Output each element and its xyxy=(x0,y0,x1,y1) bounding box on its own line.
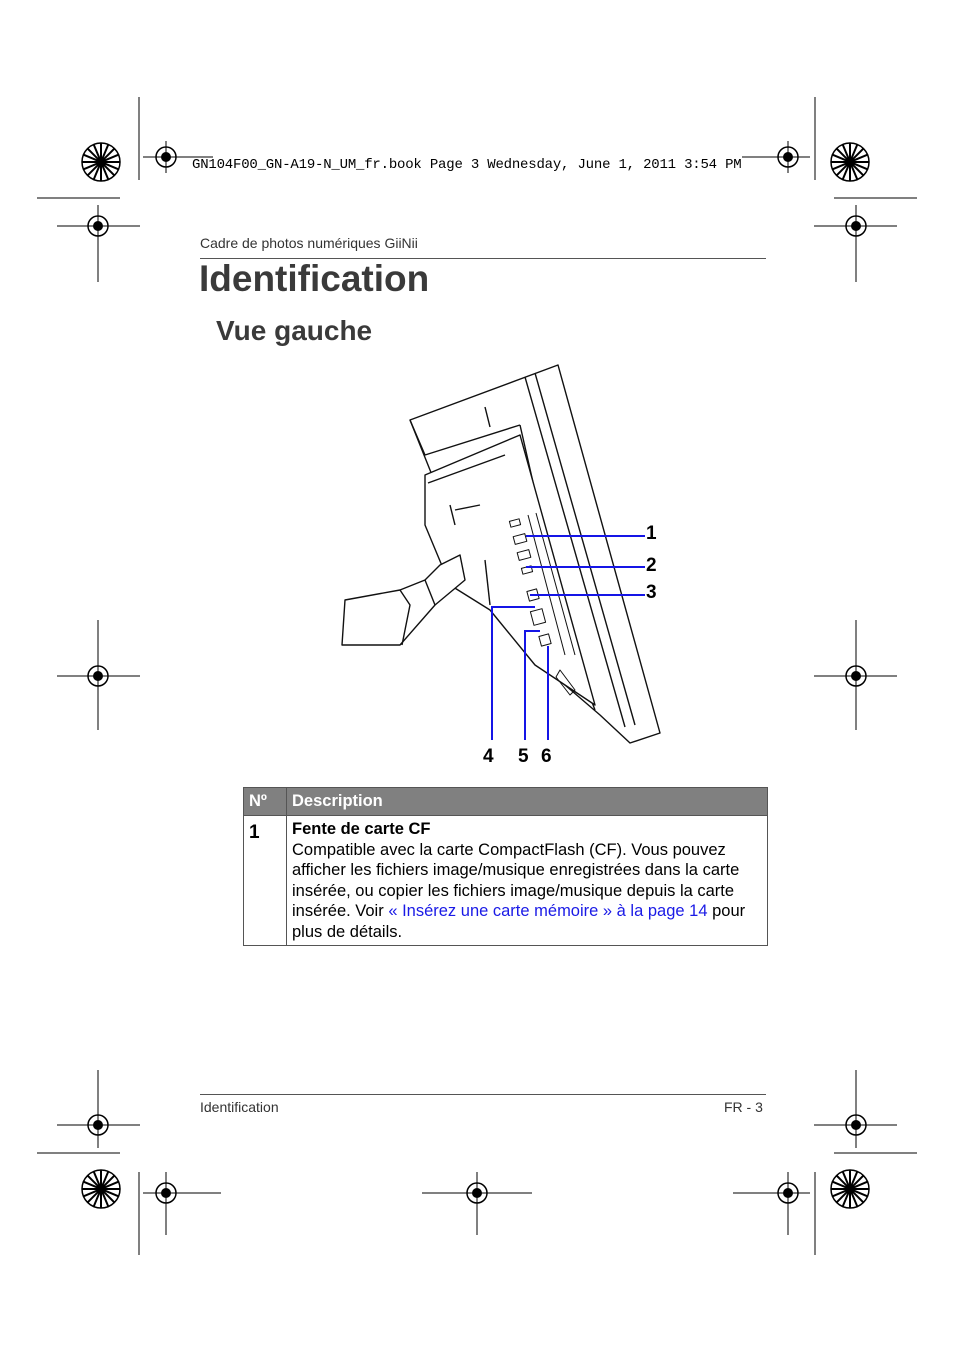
item-text: Compatible avec la carte CompactFlash (CF). Vous pouvez afficher les fichiers image/musique enregistrées dans la carte insérée, ou copier les fichiers image/musique depuis la carte insérée. Voir xyxy=(292,840,740,920)
running-header: Cadre de photos numériques GiiNii xyxy=(200,235,418,251)
footer-section-name: Identification xyxy=(200,1099,279,1115)
footer-rule xyxy=(200,1094,766,1095)
callout-1: 1 xyxy=(646,523,657,544)
page-title: Identification xyxy=(199,258,430,299)
callout-5: 5 xyxy=(518,746,529,767)
table-row xyxy=(244,816,768,946)
photo-frame-left-view-illustration xyxy=(330,355,670,775)
footer-page-number: FR - 3 xyxy=(724,1099,763,1115)
column-header-number: Nº xyxy=(244,788,287,816)
column-header-description: Description xyxy=(287,788,768,816)
print-slug: GN104F00_GN-A19-N_UM_fr.book Page 3 Wednesday, June 1, 2011 3:54 PM xyxy=(192,157,742,173)
item-text-end: pour plus de détails. xyxy=(292,902,746,941)
row-description xyxy=(287,816,768,946)
row-number: 1 xyxy=(244,816,287,946)
callout-4: 4 xyxy=(483,746,494,767)
table-header-row xyxy=(244,788,768,816)
callout-6: 6 xyxy=(541,746,552,767)
section-title: Vue gauche xyxy=(216,315,373,346)
callout-3: 3 xyxy=(646,582,657,603)
callout-2: 2 xyxy=(646,555,657,576)
cross-reference-link[interactable]: « Insérez une carte mémoire » à la page 14 xyxy=(388,902,708,920)
item-title: Fente de carte CF xyxy=(292,820,431,838)
description-table xyxy=(243,787,768,946)
